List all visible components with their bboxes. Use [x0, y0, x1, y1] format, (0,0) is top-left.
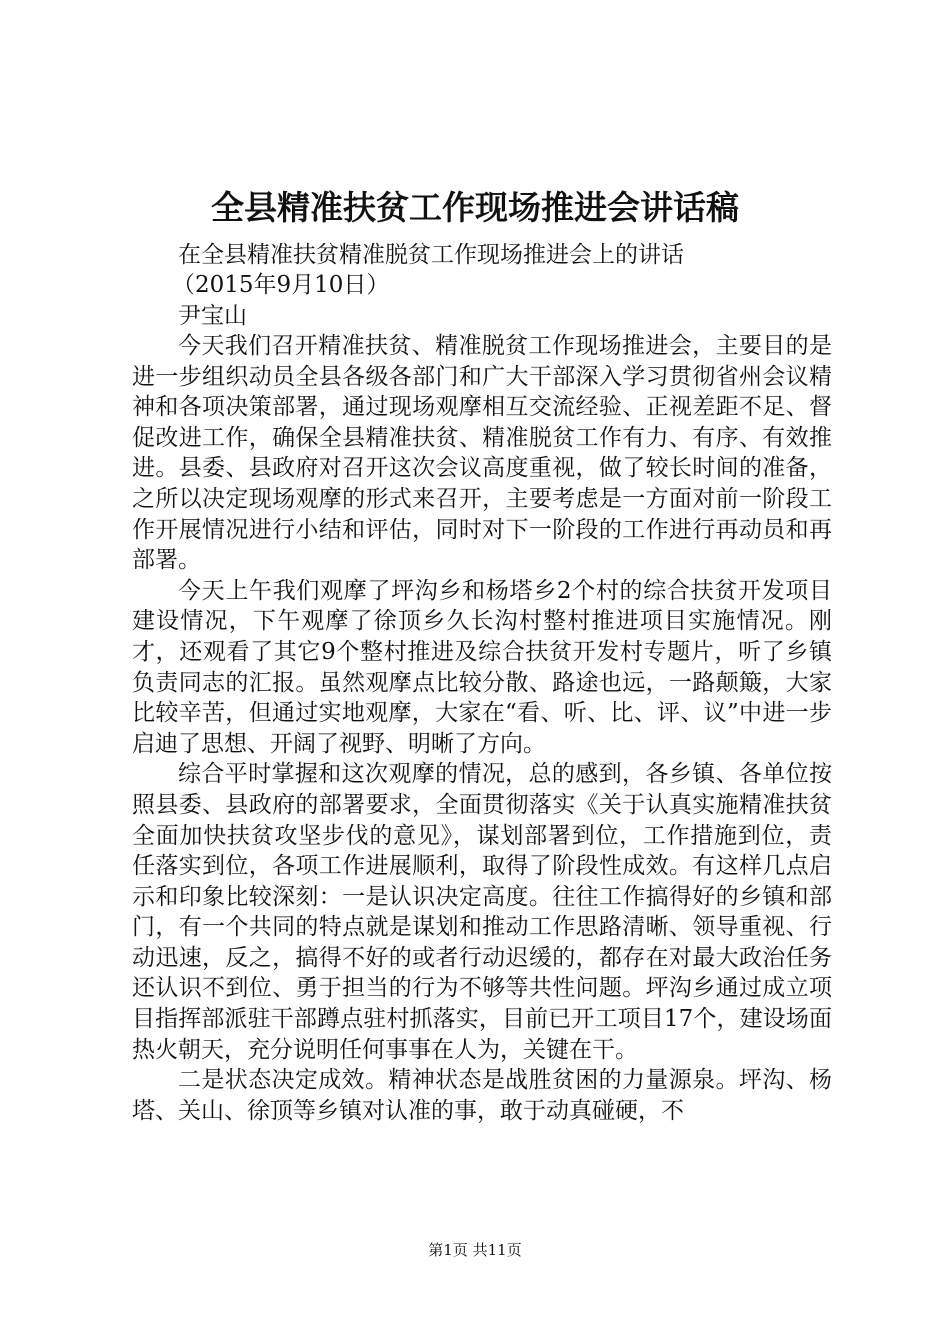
speech-date: （2015年9月10日） [172, 272, 390, 298]
speech-subtitle: 在全县精准扶贫精准脱贫工作现场推进会上的讲话 [178, 242, 684, 268]
body-paragraph-3: 综合平时掌握和这次观摩的情况，总的感到，各乡镇、各单位按照县委、县政府的部署要求，全面贯彻落实《关于认真实施精准扶贫全面加快扶贫攻坚步伐的意见》，谋划部署到位，工作措施到位，责任落实到位，各项工作进展顺利，取得了阶段性成效。有这样几点启示和印象比较深刻：一是认识决定高度。往往工作搞得好的乡镇和部门，有一个共同的特点就是谋划和推动工作思路清晰、领导重视、行动迅速，反之，搞得不好的或者行动迟缓的，都存在对最大政治任务还认识不到位、勇于担当的行为不够等共性问题。坪沟乡通过成立项目指挥部派驻干部蹲点驻村抓落实，目前已开工项目17个，建设场面热火朝天，充分说明任何事事在人为，关键在干。 [132, 761, 832, 1063]
body-paragraph-4: 二是状态决定成效。精神状态是战胜贫困的力量源泉。坪沟、杨塔、关山、徐顶等乡镇对认准的事，敢于动真碰硬，不 [132, 1067, 832, 1124]
speech-author: 尹宝山 [178, 303, 247, 329]
body-paragraph-2: 今天上午我们观摩了坪沟乡和杨塔乡2个村的综合扶贫开发项目建设情况，下午观摩了徐顶乡久长沟村整村推进项目实施情况。刚才，还观看了其它9个整村推进及综合扶贫开发村专题片，听了乡镇负责同志的汇报。虽然观摩点比较分散、路途也远，一路颠簸，大家比较辛苦，但通过实地观摩，大家在“看、听、比、评、议”中进一步启迪了思想、开阔了视野、明晰了方向。 [132, 577, 832, 757]
document-body [132, 331, 832, 1126]
body-paragraph-1: 今天我们召开精准扶贫、精准脱贫工作现场推进会，主要目的是进一步组织动员全县各级各部门和广大干部深入学习贯彻省州会议精神和各项决策部署，通过现场观摩相互交流经验、正视差距不足、督促改进工作，确保全县精准扶贫、精准脱贫工作有力、有序、有效推进。县委、县政府对召开这次会议高度重视，做了较长时间的准备，之所以决定现场观摩的形式来召开，主要考虑是一方面对前一阶段工作开展情况进行小结和评估，同时对下一阶段的工作进行再动员和再部署。 [132, 333, 832, 574]
document-title: 全县精准扶贫工作现场推进会讲话稿 [211, 188, 739, 227]
page-footer: 第1页 共11页 [428, 1241, 522, 1259]
